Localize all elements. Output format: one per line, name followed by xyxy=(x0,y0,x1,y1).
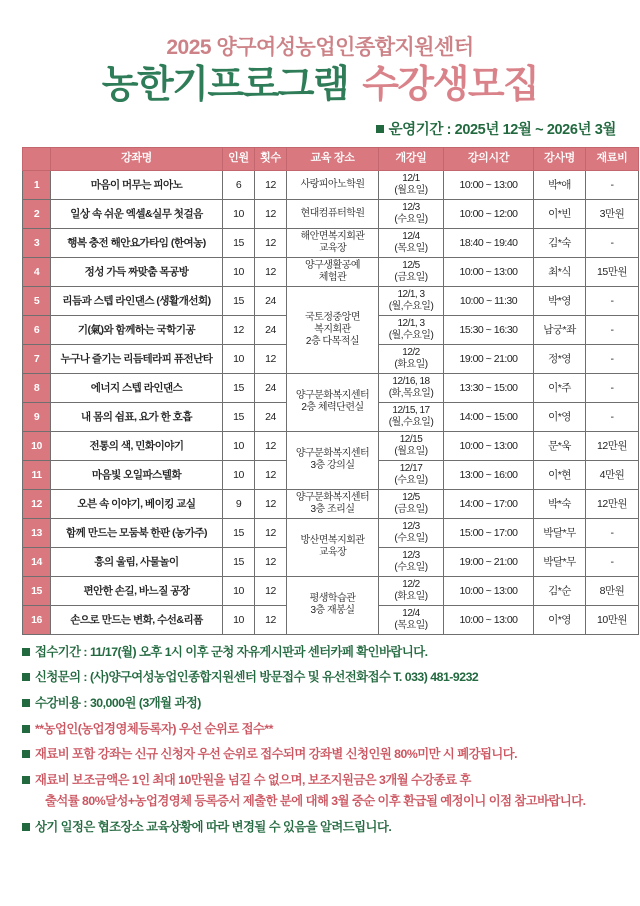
course-teacher: 김*숙 xyxy=(534,228,586,257)
row-index: 5 xyxy=(23,286,51,315)
course-time: 15:30 ~ 16:30 xyxy=(444,315,534,344)
course-name: 전통의 색, 민화이야기 xyxy=(51,431,223,460)
note-item xyxy=(22,772,618,810)
course-start-date xyxy=(379,547,444,576)
bullet-square-icon xyxy=(22,776,30,784)
course-place: 양구문화복지센터 3층 조리실 xyxy=(287,489,379,518)
course-session-count: 12 xyxy=(255,605,287,634)
row-index: 6 xyxy=(23,315,51,344)
column-header-startdate: 개강일 xyxy=(379,147,444,170)
start-date-main: 12/2 xyxy=(402,346,420,358)
course-time: 10:00 ~ 11:30 xyxy=(444,286,534,315)
start-date-main: 12/4 xyxy=(402,230,420,242)
start-date-main: 12/16, 18 xyxy=(392,375,430,387)
row-index: 8 xyxy=(23,373,51,402)
course-session-count: 12 xyxy=(255,547,287,576)
course-start-date xyxy=(379,460,444,489)
table-row xyxy=(23,199,639,228)
course-place: 방산면복지회관 교육장 xyxy=(287,518,379,576)
start-date-weekday: (화,목요일) xyxy=(388,387,434,399)
course-start-date xyxy=(379,286,444,315)
course-start-date xyxy=(379,518,444,547)
course-session-count: 12 xyxy=(255,257,287,286)
table-body xyxy=(23,170,639,634)
course-material-fee: 15만원 xyxy=(586,257,639,286)
course-session-count: 12 xyxy=(255,576,287,605)
start-date-weekday: (수요일) xyxy=(394,532,428,544)
course-time: 10:00 ~ 13:00 xyxy=(444,605,534,634)
course-teacher: 문*욱 xyxy=(534,431,586,460)
course-session-count: 12 xyxy=(255,460,287,489)
course-name: 일상 속 쉬운 엑셀&실무 첫걸음 xyxy=(51,199,223,228)
column-header-index xyxy=(23,147,51,170)
start-date-weekday: (수요일) xyxy=(394,561,428,573)
start-date-main: 12/3 xyxy=(402,520,420,532)
course-name: 리듬과 스텝 라인댄스 (생활개선회) xyxy=(51,286,223,315)
course-teacher: 박달*무 xyxy=(534,518,586,547)
course-teacher: 이*주 xyxy=(534,373,586,402)
course-name: 누구나 즐기는 리듬테라피 퓨전난타 xyxy=(51,344,223,373)
course-capacity: 15 xyxy=(223,228,255,257)
course-material-fee: - xyxy=(586,344,639,373)
course-time: 19:00 ~ 21:00 xyxy=(444,344,534,373)
start-date-main: 12/1, 3 xyxy=(397,317,425,329)
start-date-main: 12/3 xyxy=(402,549,420,561)
course-start-date xyxy=(379,344,444,373)
course-name: 함께 만드는 모둠북 한판 (농가주) xyxy=(51,518,223,547)
column-header-fee: 재료비 xyxy=(586,147,639,170)
course-time: 10:00 ~ 13:00 xyxy=(444,576,534,605)
start-date-main: 12/5 xyxy=(402,491,420,503)
header-row xyxy=(23,147,639,170)
course-material-fee: 12만원 xyxy=(586,431,639,460)
course-time: 13:00 ~ 16:00 xyxy=(444,460,534,489)
course-name: 기(氣)와 함께하는 국학기공 xyxy=(51,315,223,344)
bullet-square-icon xyxy=(22,673,30,681)
note-text: 접수기간 : 11/17(월) 오후 1시 이후 군청 자유게시판과 센터카페 확인바랍니다. xyxy=(35,644,428,659)
course-time: 15:00 ~ 17:00 xyxy=(444,518,534,547)
bullet-square-icon xyxy=(22,699,30,707)
course-capacity: 10 xyxy=(223,460,255,489)
course-capacity: 12 xyxy=(223,315,255,344)
course-name: 흥의 울림, 사물놀이 xyxy=(51,547,223,576)
course-capacity: 10 xyxy=(223,257,255,286)
course-capacity: 9 xyxy=(223,489,255,518)
course-name: 내 몸의 쉼표, 요가 한 호흡 xyxy=(51,402,223,431)
course-capacity: 15 xyxy=(223,547,255,576)
course-name: 손으로 만드는 변화, 수선&리폼 xyxy=(51,605,223,634)
note-item xyxy=(22,819,618,836)
course-material-fee: - xyxy=(586,373,639,402)
column-header-course: 강좌명 xyxy=(51,147,223,170)
row-index: 1 xyxy=(23,170,51,199)
row-index: 16 xyxy=(23,605,51,634)
start-date-weekday: (금요일) xyxy=(394,271,428,283)
course-time: 14:00 ~ 17:00 xyxy=(444,489,534,518)
table-row xyxy=(23,576,639,605)
note-item xyxy=(22,746,618,763)
course-time: 14:00 ~ 15:00 xyxy=(444,402,534,431)
course-name: 마음이 머무는 피아노 xyxy=(51,170,223,199)
start-date-main: 12/1 xyxy=(402,172,420,184)
course-time: 10:00 ~ 13:00 xyxy=(444,431,534,460)
start-date-main: 12/1, 3 xyxy=(397,288,425,300)
start-date-weekday: (월,수요일) xyxy=(388,416,434,428)
table-row xyxy=(23,489,639,518)
note-item xyxy=(22,669,618,686)
course-start-date xyxy=(379,576,444,605)
operating-period xyxy=(0,118,640,139)
course-material-fee: - xyxy=(586,402,639,431)
page-title xyxy=(0,64,640,108)
course-start-date xyxy=(379,170,444,199)
row-index: 3 xyxy=(23,228,51,257)
note-text: 상기 일정은 협조장소 교육상황에 따라 변경될 수 있음을 알려드립니다. xyxy=(35,819,392,834)
bullet-square-icon xyxy=(22,823,30,831)
course-teacher: 박*영 xyxy=(534,286,586,315)
course-session-count: 12 xyxy=(255,431,287,460)
start-date-main: 12/3 xyxy=(402,201,420,213)
schedule-table-wrap xyxy=(0,139,640,635)
course-session-count: 12 xyxy=(255,344,287,373)
title-program-part: 농한기프로그램 xyxy=(101,64,349,107)
center-name-subtitle: 2025 양구여성농업인종합지원센터 xyxy=(166,36,474,59)
course-name: 행복 충전 해안요가타임 (한여농) xyxy=(51,228,223,257)
course-capacity: 10 xyxy=(223,576,255,605)
course-capacity: 10 xyxy=(223,431,255,460)
table-row xyxy=(23,431,639,460)
table-row xyxy=(23,373,639,402)
course-start-date xyxy=(379,315,444,344)
row-index: 14 xyxy=(23,547,51,576)
course-session-count: 24 xyxy=(255,315,287,344)
course-start-date xyxy=(379,402,444,431)
start-date-main: 12/15 xyxy=(399,433,423,445)
course-teacher: 정*영 xyxy=(534,344,586,373)
course-time: 13:30 ~ 15:00 xyxy=(444,373,534,402)
course-teacher: 남궁*좌 xyxy=(534,315,586,344)
course-material-fee: - xyxy=(586,170,639,199)
start-date-main: 12/2 xyxy=(402,578,420,590)
course-capacity: 6 xyxy=(223,170,255,199)
course-start-date xyxy=(379,373,444,402)
course-place: 양구문화복지센터 2층 체력단련실 xyxy=(287,373,379,431)
column-header-count: 횟수 xyxy=(255,147,287,170)
row-index: 2 xyxy=(23,199,51,228)
course-session-count: 24 xyxy=(255,373,287,402)
note-text: 신청문의 : (사)양구여성농업인종합지원센터 방문접수 및 유선전화접수 T. 033) 481-9232 xyxy=(35,670,479,685)
start-date-weekday: (목요일) xyxy=(394,242,428,254)
course-start-date xyxy=(379,199,444,228)
course-name: 편안한 손길, 바느질 공장 xyxy=(51,576,223,605)
note-item xyxy=(22,695,618,712)
start-date-weekday: (월,수요일) xyxy=(388,300,434,312)
course-place: 사랑피아노학원 xyxy=(287,170,379,199)
course-teacher: 최*식 xyxy=(534,257,586,286)
course-teacher: 박*숙 xyxy=(534,489,586,518)
start-date-weekday: (수요일) xyxy=(394,474,428,486)
course-time: 10:00 ~ 13:00 xyxy=(444,257,534,286)
table-row xyxy=(23,170,639,199)
notes-list xyxy=(0,635,640,836)
start-date-weekday: (목요일) xyxy=(394,619,428,631)
course-place: 평생학습관 3층 재봉실 xyxy=(287,576,379,634)
course-teacher: 박*애 xyxy=(534,170,586,199)
course-session-count: 24 xyxy=(255,286,287,315)
course-capacity: 10 xyxy=(223,344,255,373)
note-sub-text: 출석률 80%달성+농업경영체 등록증서 제출한 분에 대해 3월 중순 이후 환급될 예정이니 이점 참고바랍니다. xyxy=(45,794,586,809)
row-index: 10 xyxy=(23,431,51,460)
start-date-weekday: (월요일) xyxy=(394,184,428,196)
course-place: 양구문화복지센터 3층 강의실 xyxy=(287,431,379,489)
row-index: 4 xyxy=(23,257,51,286)
course-capacity: 15 xyxy=(223,402,255,431)
column-header-teacher: 강사명 xyxy=(534,147,586,170)
start-date-weekday: (화요일) xyxy=(394,358,428,370)
start-date-weekday: (금요일) xyxy=(394,503,428,515)
note-item xyxy=(22,644,618,661)
course-start-date xyxy=(379,605,444,634)
course-capacity: 15 xyxy=(223,286,255,315)
course-teacher: 이*영 xyxy=(534,605,586,634)
table-row xyxy=(23,228,639,257)
note-text: 재료비 보조금액은 1인 최대 10만원을 넘길 수 없으며, 보조지원금은 3개월 수강종료 후 xyxy=(35,772,471,787)
course-teacher: 이*영 xyxy=(534,402,586,431)
start-date-weekday: (월,수요일) xyxy=(388,329,434,341)
course-capacity: 10 xyxy=(223,605,255,634)
start-date-main: 12/5 xyxy=(402,259,420,271)
course-capacity: 10 xyxy=(223,199,255,228)
course-time: 19:00 ~ 21:00 xyxy=(444,547,534,576)
start-date-main: 12/17 xyxy=(399,462,423,474)
title-recruit-part: 수강생모집 xyxy=(362,64,539,107)
course-material-fee: 3만원 xyxy=(586,199,639,228)
course-session-count: 12 xyxy=(255,228,287,257)
course-start-date xyxy=(379,489,444,518)
note-text: **농업인(농업경영체등록자) 우선 순위로 접수** xyxy=(35,721,273,736)
course-session-count: 24 xyxy=(255,402,287,431)
course-session-count: 12 xyxy=(255,199,287,228)
course-name: 마음빛 오일파스텔화 xyxy=(51,460,223,489)
bullet-square-icon xyxy=(22,725,30,733)
course-schedule-table xyxy=(22,147,639,635)
column-header-time: 강의시간 xyxy=(444,147,534,170)
course-place: 양구생활공예 체험관 xyxy=(287,257,379,286)
course-session-count: 12 xyxy=(255,170,287,199)
course-teacher: 이*현 xyxy=(534,460,586,489)
course-start-date xyxy=(379,228,444,257)
row-index: 12 xyxy=(23,489,51,518)
course-place: 현대컴퓨터학원 xyxy=(287,199,379,228)
note-text: 재료비 포함 강좌는 신규 신청자 우선 순위로 접수되며 강좌별 신청인원 80%미만 시 폐강됩니다. xyxy=(35,747,518,762)
course-capacity: 15 xyxy=(223,518,255,547)
course-session-count: 12 xyxy=(255,489,287,518)
course-session-count: 12 xyxy=(255,518,287,547)
course-material-fee: - xyxy=(586,518,639,547)
course-name: 오븐 속 이야기, 베이킹 교실 xyxy=(51,489,223,518)
start-date-main: 12/15, 17 xyxy=(392,404,430,416)
bullet-square-icon xyxy=(22,648,30,656)
table-row xyxy=(23,257,639,286)
start-date-weekday: (월요일) xyxy=(394,445,428,457)
row-index: 15 xyxy=(23,576,51,605)
operating-period-label: 운영기간 : 2025년 12월 ~ 2026년 3월 xyxy=(388,121,616,138)
start-date-weekday: (수요일) xyxy=(394,213,428,225)
course-material-fee: 4만원 xyxy=(586,460,639,489)
course-name: 에너지 스텝 라인댄스 xyxy=(51,373,223,402)
course-material-fee: 12만원 xyxy=(586,489,639,518)
course-material-fee: - xyxy=(586,315,639,344)
row-index: 13 xyxy=(23,518,51,547)
course-material-fee: - xyxy=(586,228,639,257)
bullet-square-icon xyxy=(22,750,30,758)
course-time: 18:40 ~ 19:40 xyxy=(444,228,534,257)
course-time: 10:00 ~ 12:00 xyxy=(444,199,534,228)
course-material-fee: - xyxy=(586,286,639,315)
table-row xyxy=(23,518,639,547)
start-date-main: 12/4 xyxy=(402,607,420,619)
poster-header xyxy=(0,0,640,139)
column-header-capacity: 인원 xyxy=(223,147,255,170)
course-teacher: 이*빈 xyxy=(534,199,586,228)
course-material-fee: 10만원 xyxy=(586,605,639,634)
start-date-weekday: (화요일) xyxy=(394,590,428,602)
course-name: 정성 가득 짜맞춤 목공방 xyxy=(51,257,223,286)
course-capacity: 15 xyxy=(223,373,255,402)
row-index: 9 xyxy=(23,402,51,431)
row-index: 11 xyxy=(23,460,51,489)
bullet-square-icon xyxy=(376,125,384,133)
table-head xyxy=(23,147,639,170)
course-material-fee: - xyxy=(586,547,639,576)
course-teacher: 박달*무 xyxy=(534,547,586,576)
row-index: 7 xyxy=(23,344,51,373)
table-row xyxy=(23,286,639,315)
course-time: 10:00 ~ 13:00 xyxy=(444,170,534,199)
course-material-fee: 8만원 xyxy=(586,576,639,605)
course-teacher: 김*순 xyxy=(534,576,586,605)
course-place: 국토정중앙면 복지회관 2층 다목적실 xyxy=(287,286,379,373)
course-start-date xyxy=(379,431,444,460)
course-place: 해안면복지회관 교육장 xyxy=(287,228,379,257)
column-header-place: 교육 장소 xyxy=(287,147,379,170)
note-item xyxy=(22,721,618,738)
course-start-date xyxy=(379,257,444,286)
note-text: 수강비용 : 30,000원 (3개월 과정) xyxy=(35,695,201,710)
